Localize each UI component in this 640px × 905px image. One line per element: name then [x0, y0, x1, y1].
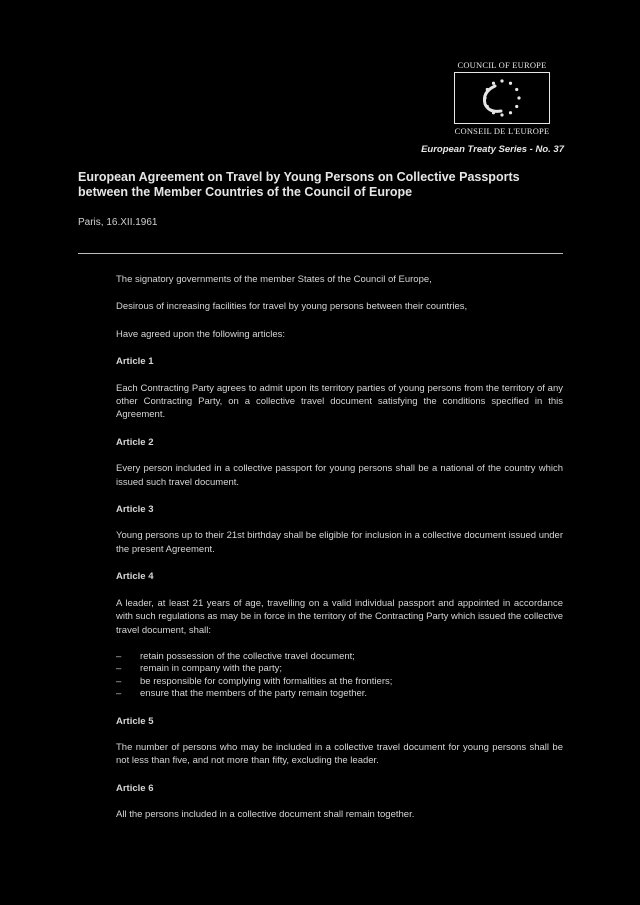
logo-bottom-text: CONSEIL DE L'EUROPE — [454, 126, 550, 136]
document-date: Paris, 16.XII.1961 — [78, 217, 158, 228]
article-text: Each Contracting Party agrees to admit upon its territory parties of young persons from the territory of any other Contracting Party, on a collective travel document satisfying the conditions specified in this Agreement. — [116, 382, 563, 421]
star-icon — [509, 111, 512, 114]
document-title: European Agreement on Travel by Young Persons on Collective Passports between the Member Countries of the Council of Europe — [78, 170, 520, 199]
council-of-europe-logo — [452, 60, 552, 136]
dash-bullet: – — [116, 688, 122, 700]
article-heading: Article 6 — [116, 782, 154, 794]
horizontal-divider — [78, 253, 563, 254]
article-text: Young persons up to their 21st birthday shall be eligible for inclusion in a collective document issued under the present Agreement. — [116, 530, 563, 555]
logo-top-text: COUNCIL OF EUROPE — [457, 60, 547, 70]
star-icon — [509, 82, 512, 85]
dash-bullet: – — [116, 663, 122, 675]
dash-bullet: – — [116, 650, 122, 662]
list-item-text: be responsible for complying with formalities at the frontiers; — [140, 675, 393, 687]
stars-circle-icon — [455, 73, 549, 123]
star-icon — [515, 88, 518, 91]
list-item — [116, 651, 563, 663]
article-text: All the persons included in a collective document shall remain together. — [116, 809, 415, 821]
agreement-body — [116, 273, 563, 836]
list-item-text: remain in company with the party; — [140, 663, 283, 675]
logo-emblem — [454, 72, 550, 124]
article-heading: Article 2 — [116, 436, 154, 448]
preamble-paragraph: The signatory governments of the member States of the Council of Europe, — [116, 274, 432, 285]
article-heading: Article 3 — [116, 504, 154, 516]
dash-bullet: – — [116, 675, 122, 687]
list-item-text: ensure that the members of the party remain together. — [140, 688, 368, 700]
list-item-text: retain possession of the collective travel document; — [140, 650, 355, 662]
list-item — [116, 688, 563, 700]
star-icon — [500, 113, 503, 116]
star-icon — [492, 82, 495, 85]
article-heading: Article 5 — [116, 715, 154, 727]
star-icon — [515, 105, 518, 108]
star-icon — [500, 79, 503, 82]
article-heading: Article 4 — [116, 571, 154, 583]
article-text: The number of persons who may be included in a collective travel document for young persons shall be not less than five, and not more than fifty, excluding the leader. — [116, 741, 563, 767]
article-text: Every person included in a collective passport for young persons shall be a national of the country which issued such travel document. — [116, 463, 563, 488]
list-item — [116, 676, 563, 688]
article-text: A leader, at least 21 years of age, travelling on a valid individual passport and appointed in accordance with such regulations as may be in force in the territory of the Contracting Party which issued the collective travel document, shall: — [116, 597, 563, 636]
article-heading: Article 1 — [116, 356, 154, 368]
list-item — [116, 663, 563, 675]
preamble-paragraph: Have agreed upon the following articles: — [116, 328, 285, 340]
leader-duties-list — [116, 651, 563, 701]
star-icon — [517, 96, 520, 99]
treaty-series-number: European Treaty Series - No. 37 — [421, 144, 564, 155]
preamble-paragraph: Desirous of increasing facilities for travel by young persons between their countries, — [116, 301, 468, 313]
